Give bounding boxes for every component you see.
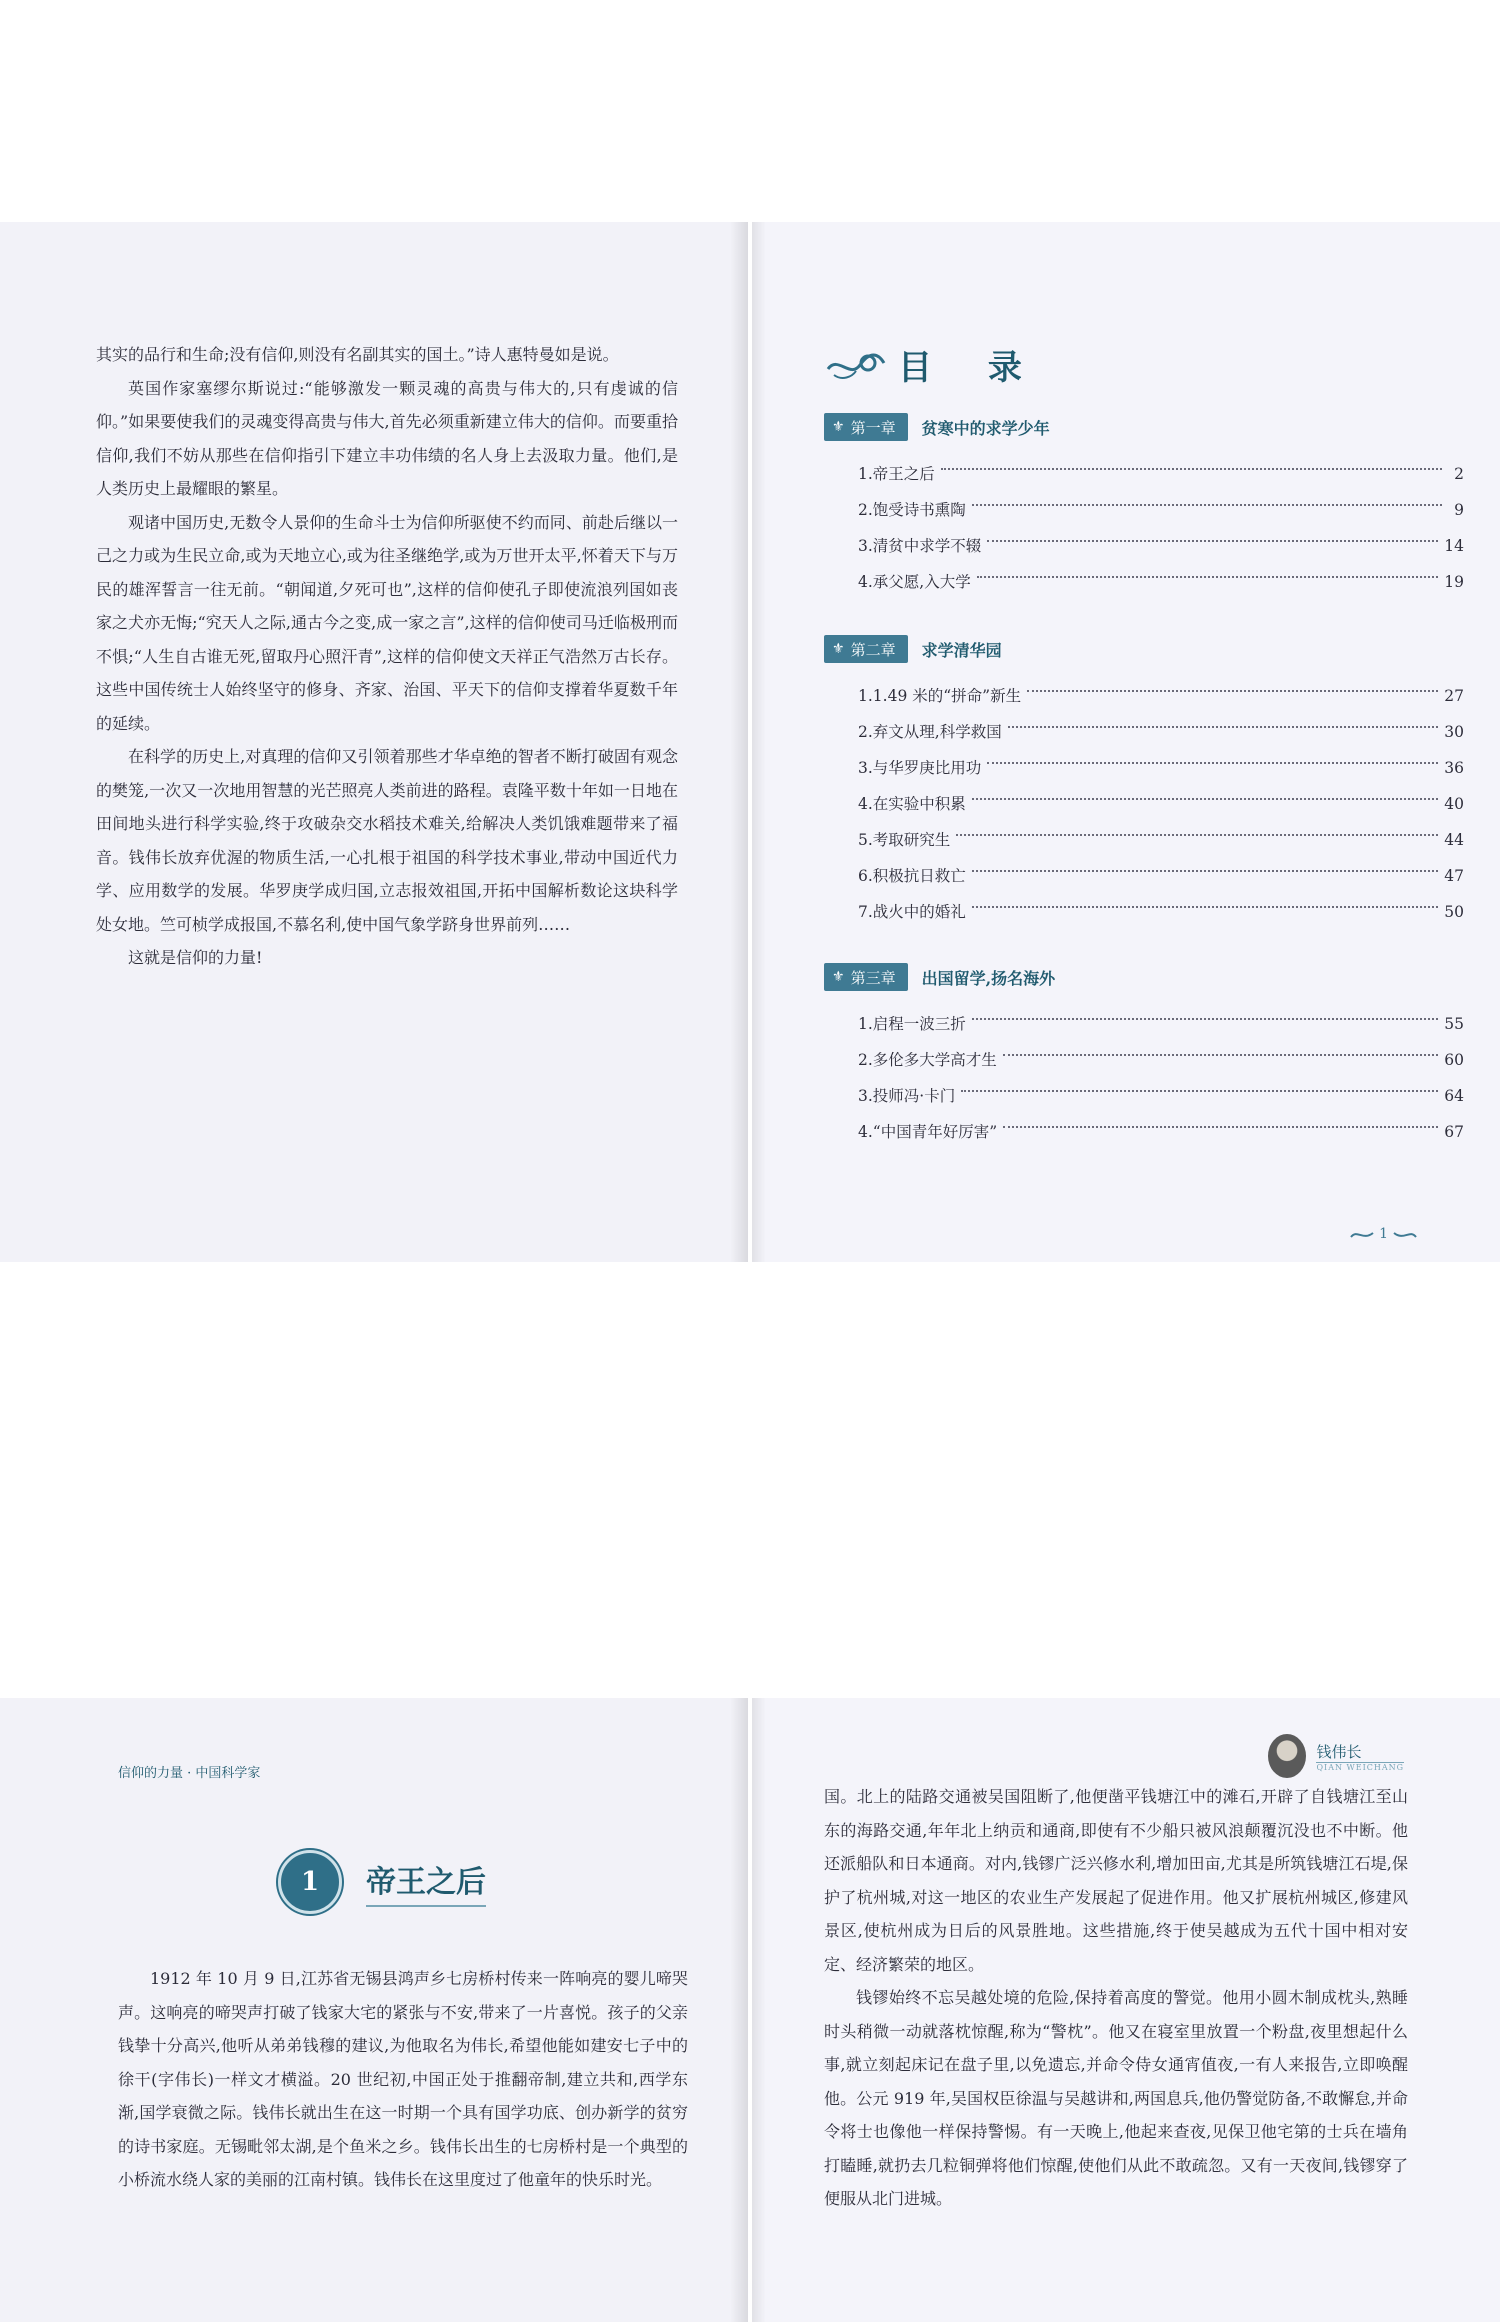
toc-chapter — [824, 962, 1464, 1150]
toc-entry-page: 9 — [1454, 501, 1464, 519]
chapter-emblem — [278, 1850, 486, 1914]
toc-entry[interactable] — [824, 750, 1464, 786]
chapter-title: 求学清华园 — [921, 640, 1002, 660]
toc-entry-label: 1.1.49 米的“拼命”新生 — [858, 687, 1022, 705]
leader-dots — [1003, 1126, 1438, 1128]
leader-dots — [1027, 690, 1438, 692]
leader-dots — [977, 576, 1439, 578]
leader-dots — [987, 762, 1438, 764]
toc-entry[interactable] — [824, 492, 1464, 528]
toc-entry[interactable] — [824, 1078, 1464, 1114]
leader-dots — [972, 870, 1438, 872]
page-number-value: 1 — [1379, 1226, 1388, 1242]
toc-heading — [824, 340, 1044, 389]
scroll-ornament-icon — [824, 345, 888, 385]
chapter-header — [824, 412, 1464, 442]
fleur-de-lis-icon: ⚜ — [832, 641, 845, 657]
paragraph: 钱镠始终不忘吴越处境的危险,保持着高度的警觉。他用小圆木制成枕头,熟睡时头稍微一动就落枕惊醒,称为“警枕”。他又在寝室里放置一个粉盘,夜里想起什么事,就立刻起床记在盘子里,以免遗忘,并命令侍女通宵值夜,一有人来报告,立即唤醒他。公元 919 年,吴国权臣徐温与吴越讲和,两国息兵,他仍警觉防备,不敢懈怠,并命令将士也像他一样保持警惕。有一天晚上,他起来查夜,见保卫他宅第的士兵在墙角打瞌睡,就扔去几粒铜弹将他们惊醒,使他们从此不敢疏忽。又有一天夜间,钱镠穿了便服从北门进城。 — [824, 1988, 1408, 2208]
toc-entry-label: 3.投师冯·卡门 — [858, 1087, 956, 1105]
leader-dots — [972, 906, 1438, 908]
leader-dots — [956, 834, 1438, 836]
chapter-opening-page — [0, 1698, 748, 2322]
swirl-right-icon — [1392, 1227, 1418, 1241]
toc-entry-label: 4.在实验中积累 — [858, 795, 966, 813]
author-name-english: QIAN WEICHANG — [1316, 1762, 1404, 1772]
leader-dots — [961, 1090, 1438, 1092]
chapter-title: 出国留学,扬名海外 — [921, 968, 1056, 988]
gutter-shadow — [752, 222, 766, 1262]
paragraph: 在科学的历史上,对真理的信仰又引领着那些才华卓绝的智者不断打破固有观念的樊笼,一次又一次地用智慧的光芒照亮人类前进的路程。袁隆平数十年如一日地在田间地头进行科学实验,终于攻破杂交水稻技术难关,给解决人类饥饿难题带来了福音。钱伟长放弃优渥的物质生活,一心扎根于祖国的科学技术事业,带动中国近代力学、应用数学的发展。华罗庚学成归国,立志报效祖国,开拓中国解析数论这块科学处女地。竺可桢学成报国,不慕名利,使中国气象学跻身世界前列…… — [96, 747, 678, 934]
running-head: 信仰的力量 · 中国科学家 — [118, 1766, 261, 1781]
chapter-heading: 帝王之后 — [366, 1857, 486, 1907]
toc-entry-page: 40 — [1444, 795, 1464, 813]
page-number — [1349, 1226, 1418, 1242]
chapter-title: 贫寒中的求学少年 — [921, 418, 1050, 438]
chapter-text — [118, 1962, 688, 2197]
paragraph: 其实的品行和生命;没有信仰,则没有名副其实的国土。”诗人惠特曼如是说。 — [96, 345, 619, 364]
toc-entry-label: 2.弃文从理,科学救国 — [858, 723, 1002, 741]
gutter-shadow — [730, 222, 748, 1262]
toc-entry-label: 7.战火中的婚礼 — [858, 903, 966, 921]
fleur-de-lis-icon: ⚜ — [832, 419, 845, 435]
toc-chapter — [824, 634, 1464, 930]
toc-entry[interactable] — [824, 456, 1464, 492]
toc-entry-label: 1.启程一波三折 — [858, 1015, 966, 1033]
toc-entry-page: 44 — [1444, 831, 1464, 849]
toc-entry-page: 14 — [1444, 537, 1464, 555]
leader-dots — [972, 1018, 1438, 1020]
toc-entry[interactable] — [824, 1006, 1464, 1042]
leader-dots — [987, 540, 1438, 542]
swirl-left-icon — [1349, 1227, 1375, 1241]
toc-entry[interactable] — [824, 678, 1464, 714]
toc-entry-label: 2.多伦多大学高才生 — [858, 1051, 997, 1069]
toc-entry[interactable] — [824, 858, 1464, 894]
toc-entry-page: 27 — [1444, 687, 1464, 705]
leader-dots — [972, 798, 1438, 800]
toc-title: 目 录 — [898, 348, 1044, 388]
gutter-shadow — [730, 1698, 748, 2322]
toc-entry[interactable] — [824, 894, 1464, 930]
toc-entry[interactable] — [824, 564, 1464, 600]
chapter-badge — [824, 413, 908, 441]
toc-entry[interactable] — [824, 528, 1464, 564]
toc-entry-page: 2 — [1454, 465, 1464, 483]
toc-page — [752, 222, 1500, 1262]
toc-entry-page: 19 — [1444, 573, 1464, 591]
toc-entry-page: 47 — [1444, 867, 1464, 885]
toc-entry-page: 60 — [1444, 1051, 1464, 1069]
chapter-badge-label: 第二章 — [850, 640, 896, 659]
toc-entry-label: 2.饱受诗书熏陶 — [858, 501, 966, 519]
toc-entry-label: 3.与华罗庚比用功 — [858, 759, 982, 777]
toc-entry-page: 30 — [1444, 723, 1464, 741]
toc-entry[interactable] — [824, 786, 1464, 822]
toc-entry-label: 1.帝王之后 — [858, 465, 935, 483]
paragraph: 英国作家塞缪尔斯说过:“能够激发一颗灵魂的高贵与伟大的,只有虔诚的信仰。”如果要使我们的灵魂变得高贵与伟大,首先必须重新建立伟大的信仰。而要重拾信仰,我们不妨从那些在信仰指引下建立丰功伟绩的名人身上去汲取力量。他们,是人类历史上最耀眼的繁星。 — [96, 378, 678, 498]
leader-dots — [1008, 726, 1439, 728]
toc-entry[interactable] — [824, 1114, 1464, 1150]
fleur-de-lis-icon: ⚜ — [832, 969, 845, 985]
chapter-continuation-page — [752, 1698, 1500, 2322]
toc-entry-label: 6.积极抗日救亡 — [858, 867, 966, 885]
leader-dots — [941, 468, 1442, 470]
gutter-shadow — [752, 1698, 766, 2322]
chapter-badge-label: 第一章 — [850, 418, 896, 437]
paragraph: 这就是信仰的力量! — [128, 948, 263, 967]
toc-entry-page: 67 — [1444, 1123, 1464, 1141]
author-name: 钱伟长 — [1316, 1742, 1362, 1761]
preface-text — [96, 338, 678, 975]
paragraph: 观诸中国历史,无数令人景仰的生命斗士为信仰所驱使不约而同、前赴后继以一己之力或为生民立命,或为天地立心,或为往圣继绝学,或为万世开太平,怀着天下与万民的雄浑誓言一往无前。“朝闻道,夕死可也”,这样的信仰使孔子即使流浪列国如丧家之犬亦无悔;“究天人之际,通古今之变,成一家之言”,这样的信仰使司马迁临极刑而不惧;“人生自古谁无死,留取丹心照汗青”,这样的信仰使文天祥正气浩然万古长存。这些中国传统士人始终坚守的修身、齐家、治国、平天下的信仰支撑着华夏数千年的延续。 — [96, 512, 678, 733]
toc-chapter — [824, 412, 1464, 600]
author-portrait — [1268, 1734, 1306, 1778]
author-header — [1268, 1734, 1404, 1778]
chapter-badge — [824, 963, 908, 991]
leader-dots — [972, 504, 1442, 506]
toc-entry-page: 36 — [1444, 759, 1464, 777]
chapter-text — [824, 1780, 1408, 2216]
toc-entry[interactable] — [824, 822, 1464, 858]
toc-entry-label: 4.“中国青年好厉害” — [858, 1123, 998, 1141]
toc-entry-page: 50 — [1444, 903, 1464, 921]
toc-entry[interactable] — [824, 714, 1464, 750]
chapter-badge — [824, 635, 908, 663]
toc-entry-page: 55 — [1444, 1015, 1464, 1033]
preface-page — [0, 222, 748, 1262]
toc-entry-label: 4.承父愿,入大学 — [858, 573, 971, 591]
toc-entry-label: 5.考取研究生 — [858, 831, 951, 849]
chapter-number-badge: 1 — [278, 1850, 342, 1914]
paragraph: 国。北上的陆路交通被吴国阻断了,他便凿平钱塘江中的滩石,开辟了自钱塘江至山东的海路交通,年年北上纳贡和通商,即使有不少船只被风浪颠覆沉没也不中断。他还派船队和日本通商。对内,钱镠广泛兴修水利,增加田亩,尤其是所筑钱塘江石堤,保护了杭州城,对这一地区的农业生产发展起了促进作用。他又扩展杭州城区,修建风景区,使杭州成为日后的风景胜地。这些措施,终于使吴越成为五代十国中相对安定、经济繁荣的地区。 — [824, 1787, 1408, 1974]
chapter-header — [824, 962, 1464, 992]
chapter-header — [824, 634, 1464, 664]
chapter-badge-label: 第三章 — [850, 968, 896, 987]
toc-entry[interactable] — [824, 1042, 1464, 1078]
leader-dots — [1003, 1054, 1438, 1056]
paragraph: 1912 年 10 月 9 日,江苏省无锡县鸿声乡七房桥村传来一阵响亮的婴儿啼哭声。这响亮的啼哭声打破了钱家大宅的紧张与不安,带来了一片喜悦。孩子的父亲钱挚十分高兴,他听从弟弟钱穆的建议,为他取名为伟长,希望他能如建安七子中的徐干(字伟长)一样文才横溢。20 世纪初,中国正处于推翻帝制,建立共和,西学东渐,国学衰微之际。钱伟长就出生在这一时期一个具有国学功底、创办新学的贫穷的诗书家庭。无锡毗邻太湖,是个鱼米之乡。钱伟长出生的七房桥村是一个典型的小桥流水绕人家的美丽的江南村镇。钱伟长在这里度过了他童年的快乐时光。 — [118, 1969, 688, 2189]
author-name-block — [1316, 1741, 1404, 1772]
toc-entry-page: 64 — [1444, 1087, 1464, 1105]
toc-entry-label: 3.清贫中求学不辍 — [858, 537, 982, 555]
